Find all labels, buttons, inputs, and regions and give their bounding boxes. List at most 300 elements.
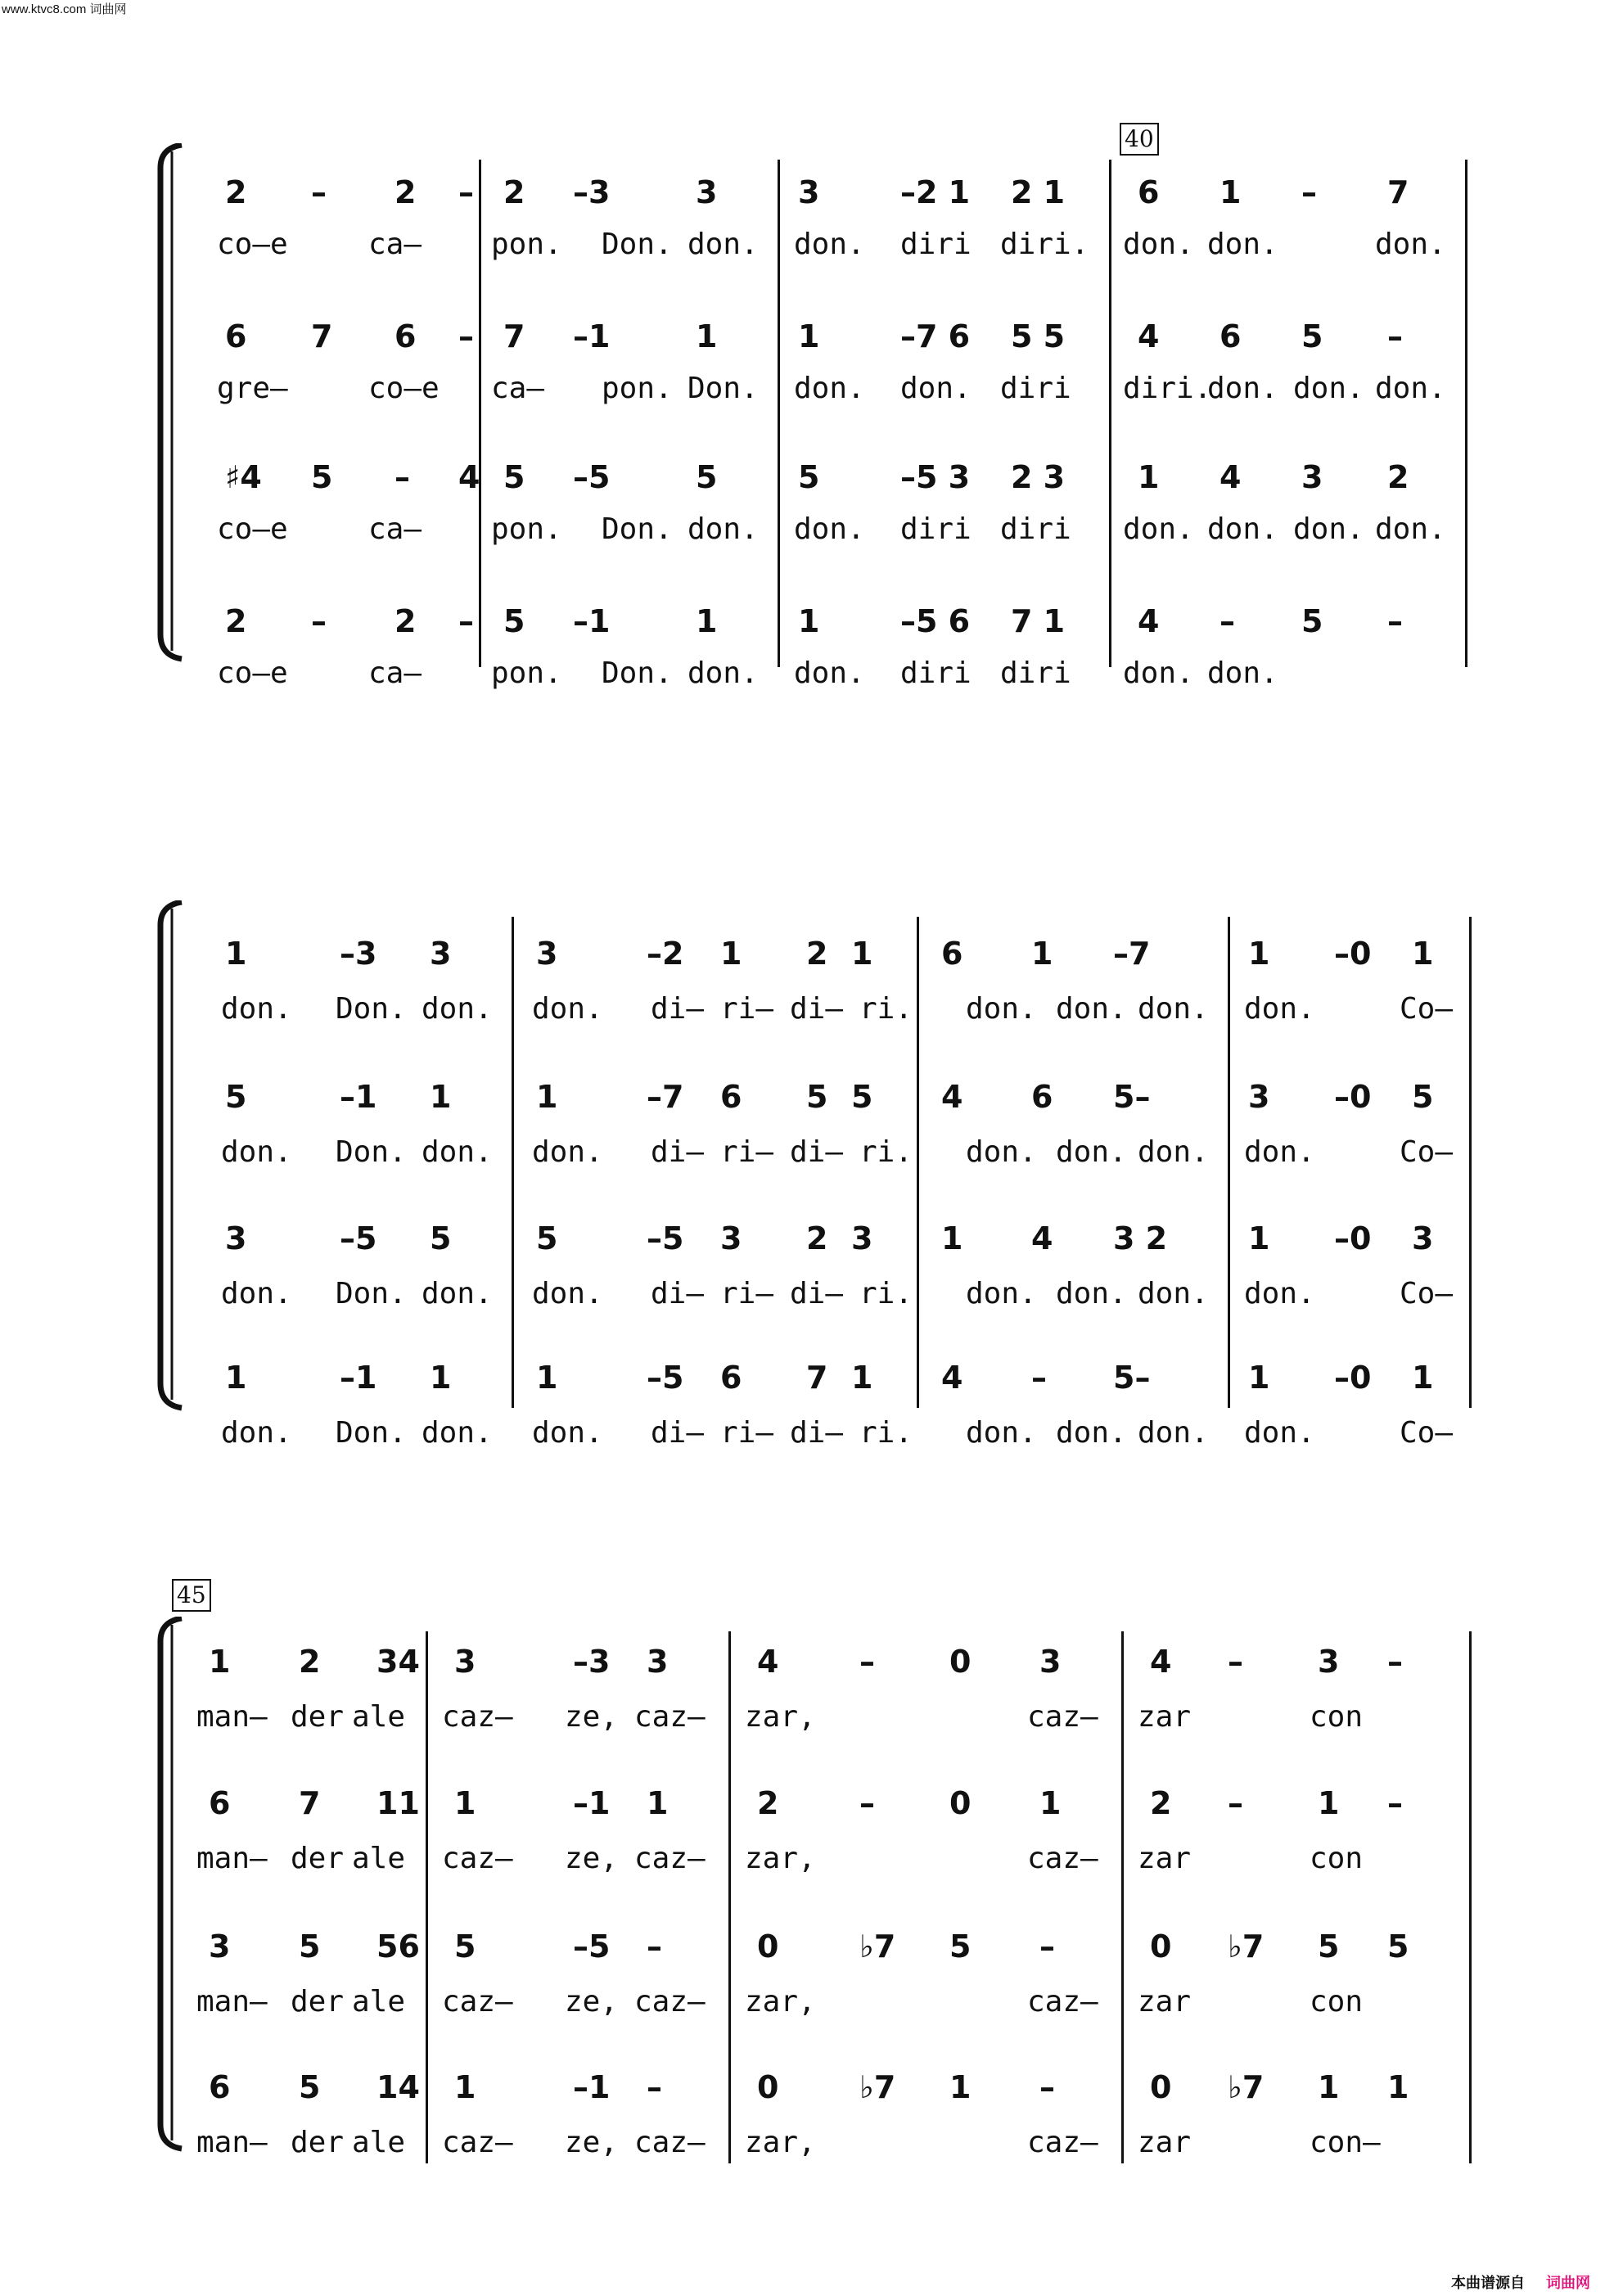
note: ♯4 [225, 459, 262, 495]
lyric-syllable: don. [532, 1416, 603, 1450]
note: 1 [430, 1360, 452, 1396]
note: 7 [299, 1785, 321, 1821]
lyric-syllable: di– [651, 1135, 705, 1169]
note: ♭7 [859, 1928, 896, 1964]
lyric-syllable: ze, [565, 1842, 619, 1875]
note: 4 [1031, 1220, 1053, 1256]
note: – [1031, 1360, 1047, 1396]
lyric-syllable: der [291, 2126, 345, 2159]
lyric-syllable: caz– [1027, 1842, 1098, 1875]
note: ♭7 [1228, 2069, 1265, 2105]
lyric-syllable: don. [532, 1277, 603, 1310]
note: 1 [647, 1785, 669, 1821]
note: 5 [299, 2069, 321, 2105]
lyric-syllable: don. [794, 512, 865, 546]
note: 1 [454, 2069, 476, 2105]
lyric-syllable: zar, [745, 1985, 816, 2019]
note: 2 [1387, 459, 1409, 495]
note: –0 [1334, 1360, 1372, 1396]
lyric-syllable: pon. [491, 512, 562, 546]
note: 7 [806, 1360, 828, 1396]
note: 1 [798, 318, 820, 354]
lyric-syllable: don. [1056, 992, 1127, 1026]
note: –1 [573, 2069, 611, 2105]
note: – [1220, 603, 1235, 639]
lyric-syllable: ri. [859, 1416, 913, 1450]
note: 5 [806, 1079, 828, 1115]
note: 1 [1412, 1360, 1434, 1396]
notation-row [0, 1783, 1623, 1824]
note: 3 2 [1113, 1220, 1168, 1256]
lyric-syllable: caz– [634, 1842, 706, 1875]
notation-row [0, 1926, 1623, 1967]
note: 4 [458, 459, 480, 495]
watermark-top: www.ktvc8.com 词曲网 [2, 2, 127, 16]
note: 0 [757, 1928, 779, 1964]
note: 4 [757, 1644, 779, 1680]
note: 14 [376, 2069, 420, 2105]
note: 6 [720, 1360, 742, 1396]
lyric-syllable: don. [1293, 372, 1364, 405]
note: – [859, 1644, 875, 1680]
note: –5 [647, 1360, 684, 1396]
note: 2 [225, 174, 247, 210]
lyric-row [0, 1275, 1623, 1313]
note: – [311, 603, 327, 639]
lyric-syllable: don. [1244, 1416, 1315, 1450]
lyric-syllable: man– [196, 1985, 268, 2019]
lyric-syllable: don. [1207, 656, 1278, 690]
note: 5 5 [1011, 318, 1066, 354]
lyric-syllable: diri [1000, 372, 1071, 405]
lyric-syllable: zar, [745, 2126, 816, 2159]
note: 4 [941, 1079, 963, 1115]
lyric-syllable: caz– [634, 1985, 706, 2019]
notation-row [0, 457, 1623, 498]
note: 0 [949, 1644, 972, 1680]
lyric-row [0, 226, 1623, 264]
note: 4 [1138, 603, 1160, 639]
lyric-syllable: pon. [491, 656, 562, 690]
note: – [647, 1928, 662, 1964]
lyric-syllable: di– [651, 992, 705, 1026]
note: 6 [209, 2069, 231, 2105]
note: 1 [454, 1785, 476, 1821]
note: 1 [1412, 936, 1434, 972]
note: –7 6 [900, 318, 971, 354]
notation-row [0, 601, 1623, 642]
note: 2 1 [1011, 174, 1066, 210]
note: 6 [1220, 318, 1242, 354]
lyric-syllable: don. [422, 992, 493, 1026]
lyric-syllable: don. [1375, 372, 1446, 405]
lyric-syllable: Don. [602, 656, 673, 690]
note: 1 [430, 1079, 452, 1115]
note: 2 [806, 936, 828, 972]
note: 5– [1113, 1079, 1151, 1115]
note: 0 [1150, 2069, 1172, 2105]
lyric-syllable: don. [966, 1277, 1037, 1310]
lyric-syllable: con [1310, 1700, 1364, 1734]
note: 3 [1318, 1644, 1340, 1680]
note: 5 [949, 1928, 972, 1964]
note: – [1039, 1928, 1055, 1964]
lyric-syllable: ze, [565, 1985, 619, 2019]
lyric-syllable: ze, [565, 2126, 619, 2159]
note: –3 [573, 1644, 611, 1680]
note: 1 [225, 936, 247, 972]
note: 5 [1387, 1928, 1409, 1964]
lyric-syllable: diri [900, 656, 972, 690]
note: 6 [1138, 174, 1160, 210]
note: – [859, 1785, 875, 1821]
notation-row [0, 1076, 1623, 1117]
note: 5 [1301, 603, 1323, 639]
notation-row [0, 2067, 1623, 2108]
note: 5 [1412, 1079, 1434, 1115]
lyric-syllable: don. [1244, 992, 1315, 1026]
lyric-syllable: caz– [442, 1700, 513, 1734]
note: 2 [1150, 1785, 1172, 1821]
lyric-syllable: ri– [720, 1277, 774, 1310]
lyric-syllable: Don. [602, 228, 673, 261]
note: 5 [851, 1079, 873, 1115]
note: –1 [340, 1079, 377, 1115]
note: –1 [573, 1785, 611, 1821]
note: 0 [757, 2069, 779, 2105]
note: 4 [941, 1360, 963, 1396]
lyric-syllable: don. [1138, 992, 1209, 1026]
lyric-syllable: zar [1138, 1700, 1192, 1734]
note: 3 [209, 1928, 231, 1964]
lyric-syllable: Co– [1400, 1277, 1454, 1310]
note: 1 [851, 936, 873, 972]
note: 2 [394, 174, 417, 210]
note: 2 [757, 1785, 779, 1821]
lyric-syllable: caz– [1027, 1700, 1098, 1734]
lyric-syllable: der [291, 1842, 345, 1875]
note: 6 [209, 1785, 231, 1821]
lyric-syllable: diri [1000, 512, 1071, 546]
lyric-syllable: gre– [217, 372, 288, 405]
note: 1 [1318, 1785, 1340, 1821]
note: –7 [1113, 936, 1151, 972]
lyric-syllable: Co– [1400, 992, 1454, 1026]
note: 1 [536, 1360, 558, 1396]
lyric-syllable: don. [1123, 512, 1194, 546]
lyric-row [0, 1983, 1623, 2021]
note: 1 [798, 603, 820, 639]
note: 6 [941, 936, 963, 972]
note: 2 [299, 1644, 321, 1680]
lyric-syllable: don. [966, 992, 1037, 1026]
notation-row [0, 933, 1623, 974]
lyric-syllable: don. [532, 1135, 603, 1169]
notation-row [0, 1357, 1623, 1398]
lyric-syllable: con [1310, 1985, 1364, 2019]
note: 5 [299, 1928, 321, 1964]
lyric-syllable: pon. [602, 372, 673, 405]
lyric-syllable: don. [1138, 1135, 1209, 1169]
note: – [647, 2069, 662, 2105]
lyric-syllable: ale [352, 2126, 406, 2159]
note: 1 [1318, 2069, 1340, 2105]
lyric-row [0, 2124, 1623, 2162]
lyric-syllable: co–e [217, 512, 288, 546]
note: 6 [720, 1079, 742, 1115]
measure-number-45: 45 [172, 1579, 211, 1612]
note: 3 [454, 1644, 476, 1680]
note: 3 [536, 936, 558, 972]
note: 1 [1031, 936, 1053, 972]
lyric-syllable: Don. [602, 512, 673, 546]
note: 56 [376, 1928, 420, 1964]
lyric-syllable: don. [794, 372, 865, 405]
note: 1 [696, 603, 718, 639]
lyric-syllable: Don. [336, 992, 407, 1026]
note: 3 [696, 174, 718, 210]
lyric-syllable: Don. [336, 1135, 407, 1169]
lyric-syllable: don. [532, 992, 603, 1026]
notation-row [0, 1218, 1623, 1259]
lyric-row [0, 655, 1623, 692]
lyric-row [0, 370, 1623, 408]
lyric-syllable: co–e [217, 656, 288, 690]
note: – [458, 174, 474, 210]
watermark-brand: 词曲网 [1546, 2275, 1590, 2291]
lyric-syllable: man– [196, 2126, 268, 2159]
lyric-syllable: ale [352, 1842, 406, 1875]
lyric-syllable: caz– [442, 2126, 513, 2159]
note: 3 [1248, 1079, 1270, 1115]
lyric-syllable: caz– [442, 1985, 513, 2019]
note: –3 [340, 936, 377, 972]
lyric-syllable: zar [1138, 1985, 1192, 2019]
lyric-syllable: don. [1375, 512, 1446, 546]
lyric-syllable: don. [422, 1277, 493, 1310]
note: 5 [503, 459, 525, 495]
lyric-syllable: don. [1207, 228, 1278, 261]
lyric-syllable: don. [1123, 228, 1194, 261]
note: – [1387, 1644, 1403, 1680]
note: –3 [573, 174, 611, 210]
note: – [1387, 1785, 1403, 1821]
note: –5 [647, 1220, 684, 1256]
lyric-syllable: don. [1244, 1277, 1315, 1310]
note: 1 [209, 1644, 231, 1680]
lyric-syllable: di– [790, 1135, 844, 1169]
lyric-syllable: Don. [688, 372, 759, 405]
note: 34 [376, 1644, 420, 1680]
note: 4 [1220, 459, 1242, 495]
lyric-syllable: don. [221, 1135, 292, 1169]
note: 5 [311, 459, 333, 495]
note: 5– [1113, 1360, 1151, 1396]
note: ♭7 [859, 2069, 896, 2105]
note: –2 1 [900, 174, 971, 210]
lyric-syllable: don. [221, 992, 292, 1026]
lyric-syllable: man– [196, 1700, 268, 1734]
note: 7 1 [1011, 603, 1066, 639]
lyric-syllable: don. [1056, 1416, 1127, 1450]
note: 5 [536, 1220, 558, 1256]
lyric-row [0, 511, 1623, 548]
note: 1 [1138, 459, 1160, 495]
note: –5 [340, 1220, 377, 1256]
note: 1 [941, 1220, 963, 1256]
note: – [394, 459, 410, 495]
lyric-row [0, 1134, 1623, 1171]
note: 1 [536, 1079, 558, 1115]
note: 4 [1150, 1644, 1172, 1680]
note: 2 [225, 603, 247, 639]
lyric-syllable: caz– [634, 1700, 706, 1734]
lyric-syllable: der [291, 1700, 345, 1734]
lyric-syllable: caz– [442, 1842, 513, 1875]
lyric-syllable: pon. [491, 228, 562, 261]
note: 1 [851, 1360, 873, 1396]
note: 4 [1138, 318, 1160, 354]
lyric-syllable: don. [900, 372, 972, 405]
lyric-syllable: Don. [336, 1416, 407, 1450]
lyric-syllable: don. [688, 512, 759, 546]
lyric-syllable: ca– [491, 372, 545, 405]
note: 5 [696, 459, 718, 495]
lyric-syllable: don. [1056, 1135, 1127, 1169]
note: – [1387, 603, 1403, 639]
note: 2 [394, 603, 417, 639]
note: ♭7 [1228, 1928, 1265, 1964]
note: 7 [311, 318, 333, 354]
lyric-syllable: don. [966, 1416, 1037, 1450]
lyric-syllable: co–e [368, 372, 440, 405]
lyric-syllable: don. [1293, 512, 1364, 546]
note: –5 6 [900, 603, 971, 639]
lyric-syllable: ale [352, 1700, 406, 1734]
lyric-syllable: ale [352, 1985, 406, 2019]
lyric-syllable: Co– [1400, 1135, 1454, 1169]
notation-row [0, 1641, 1623, 1682]
lyric-syllable: don. [221, 1277, 292, 1310]
note: 1 [720, 936, 742, 972]
note: 1 [949, 2069, 972, 2105]
note: 6 [225, 318, 247, 354]
note: 11 [376, 1785, 420, 1821]
lyric-syllable: di– [790, 1277, 844, 1310]
lyric-syllable: zar, [745, 1842, 816, 1875]
note: –2 [647, 936, 684, 972]
lyric-syllable: Co– [1400, 1416, 1454, 1450]
note: –0 [1334, 1220, 1372, 1256]
lyric-syllable: diri. [1000, 228, 1089, 261]
lyric-syllable: don. [1123, 656, 1194, 690]
lyric-row [0, 1698, 1623, 1736]
score-system-1 [0, 123, 1623, 690]
lyric-syllable: don. [422, 1416, 493, 1450]
score-system-3 [0, 1576, 1623, 2198]
lyric-syllable: don. [1207, 512, 1278, 546]
lyric-syllable: don. [1056, 1277, 1127, 1310]
note: 1 [696, 318, 718, 354]
note: –1 [340, 1360, 377, 1396]
watermark-bottom [1451, 2271, 1590, 2293]
lyric-syllable: di– [790, 992, 844, 1026]
note: 3 [1301, 459, 1323, 495]
lyric-syllable: di– [651, 1416, 705, 1450]
note: –0 [1334, 1079, 1372, 1115]
score-system-2 [0, 900, 1623, 1450]
lyric-syllable: con [1310, 1842, 1364, 1875]
note: 3 [720, 1220, 742, 1256]
note: – [458, 318, 474, 354]
lyric-syllable: der [291, 1985, 345, 2019]
note: 2 [503, 174, 525, 210]
lyric-syllable: diri [1000, 656, 1071, 690]
lyric-syllable: ri. [859, 992, 913, 1026]
watermark-source: 本曲谱源自 [1451, 2275, 1525, 2291]
note: –0 [1334, 936, 1372, 972]
note: 5 [798, 459, 820, 495]
lyric-syllable: ri. [859, 1135, 913, 1169]
note: 5 [1301, 318, 1323, 354]
note: 1 [1220, 174, 1242, 210]
note: – [311, 174, 327, 210]
note: –1 [573, 318, 611, 354]
lyric-syllable: ca– [368, 656, 422, 690]
lyric-syllable: ri. [859, 1277, 913, 1310]
note: 3 [647, 1644, 669, 1680]
note: 1 [225, 1360, 247, 1396]
note: 1 [1248, 936, 1270, 972]
note: 0 [1150, 1928, 1172, 1964]
note: 3 [851, 1220, 873, 1256]
note: – [1301, 174, 1317, 210]
lyric-syllable: zar, [745, 1700, 816, 1734]
lyric-syllable: don. [1207, 372, 1278, 405]
notation-row [0, 316, 1623, 357]
note: 6 [394, 318, 417, 354]
lyric-syllable: con– [1310, 2126, 1381, 2159]
note: 5 [430, 1220, 452, 1256]
note: –5 [573, 1928, 611, 1964]
lyric-row [0, 1414, 1623, 1452]
note: – [458, 603, 474, 639]
note: 7 [503, 318, 525, 354]
note: 1 [1248, 1360, 1270, 1396]
lyric-syllable: ri– [720, 992, 774, 1026]
lyric-syllable: man– [196, 1842, 268, 1875]
note: 3 [1039, 1644, 1062, 1680]
lyric-syllable: zar [1138, 1842, 1192, 1875]
lyric-syllable: diri [900, 512, 972, 546]
lyric-syllable: caz– [634, 2126, 706, 2159]
note: 7 [1387, 174, 1409, 210]
lyric-syllable: ca– [368, 512, 422, 546]
note: – [1387, 318, 1403, 354]
lyric-syllable: caz– [1027, 2126, 1098, 2159]
lyric-syllable: don. [794, 656, 865, 690]
lyric-syllable: caz– [1027, 1985, 1098, 2019]
note: 1 [1387, 2069, 1409, 2105]
lyric-syllable: don. [422, 1135, 493, 1169]
note: 5 [454, 1928, 476, 1964]
note: – [1228, 1644, 1243, 1680]
lyric-row [0, 1840, 1623, 1878]
note: 2 3 [1011, 459, 1066, 495]
note: – [1228, 1785, 1243, 1821]
lyric-syllable: don. [1138, 1416, 1209, 1450]
measure-number-40: 40 [1120, 123, 1159, 156]
